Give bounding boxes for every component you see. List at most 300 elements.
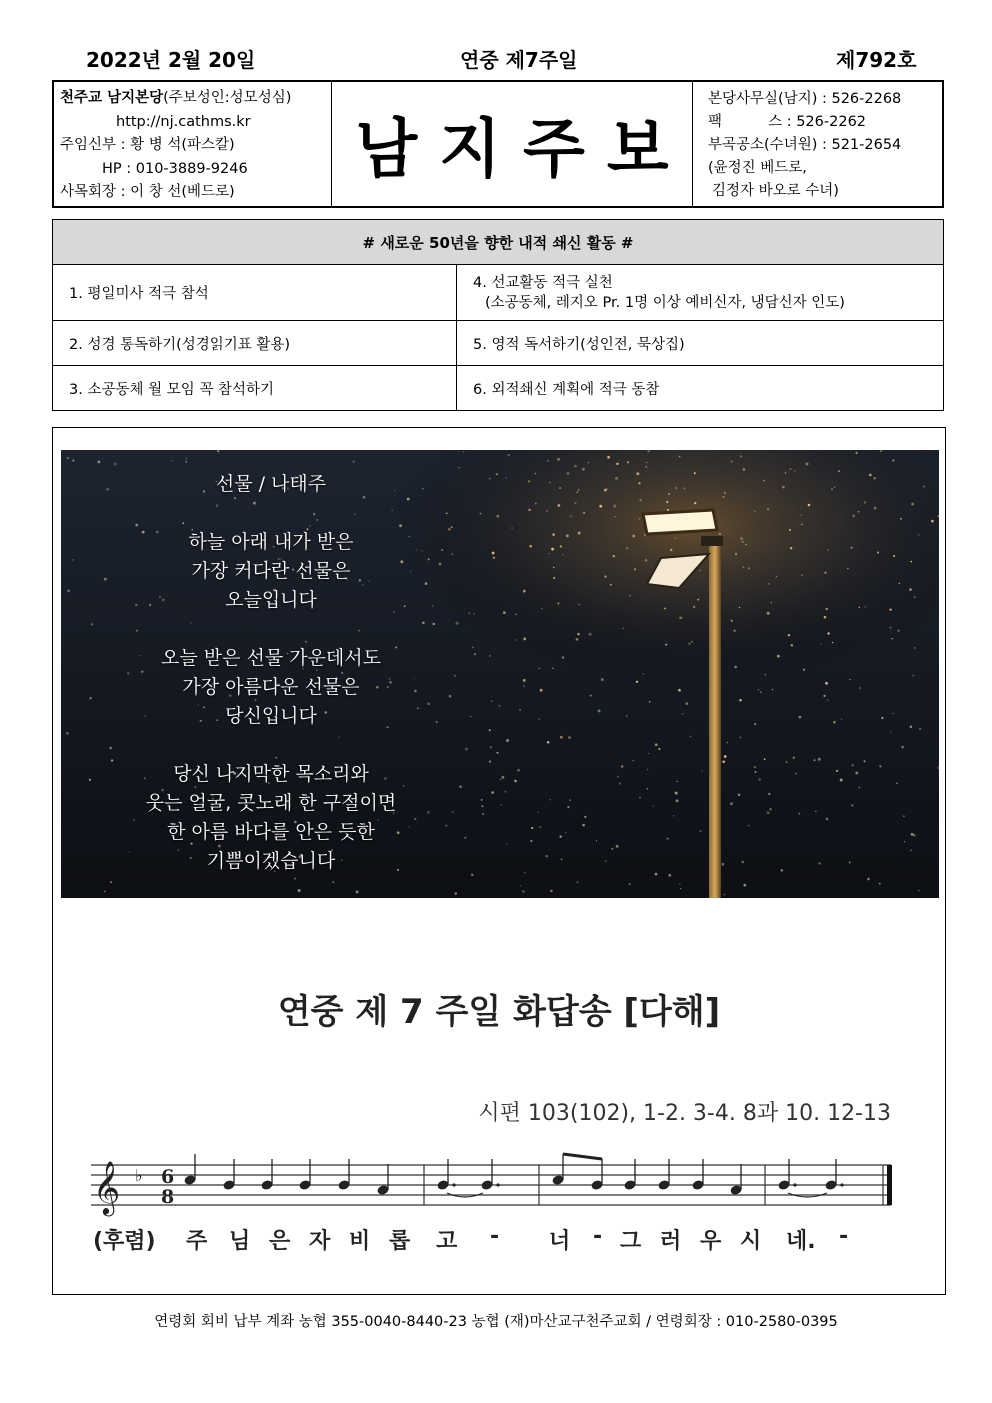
speck xyxy=(859,607,861,609)
speck xyxy=(643,673,644,674)
speck xyxy=(522,890,525,893)
speck xyxy=(489,760,492,763)
speck xyxy=(606,488,608,490)
note-dot xyxy=(496,1183,499,1186)
speck xyxy=(541,608,542,609)
speck xyxy=(489,655,490,656)
activity-5: 5. 영적 독서하기(성인전, 묵상집) xyxy=(457,321,944,366)
poem-line: 한 아름 바다를 안은 듯한 xyxy=(167,821,375,843)
speck xyxy=(702,770,703,771)
speck xyxy=(598,709,601,712)
speck xyxy=(743,884,746,887)
speck xyxy=(722,863,725,866)
speck xyxy=(503,611,506,614)
speck xyxy=(678,689,681,692)
speck xyxy=(567,472,570,475)
lamp-pole xyxy=(709,540,721,898)
parish-name: 천주교 남지본당 xyxy=(60,90,164,106)
speck xyxy=(777,655,780,658)
speck xyxy=(506,844,507,845)
speck xyxy=(560,545,562,547)
parish-website[interactable]: http://nj.cathms.kr xyxy=(116,113,251,130)
speck xyxy=(549,799,551,801)
speck xyxy=(589,633,592,636)
speck xyxy=(186,458,187,459)
speck xyxy=(923,486,925,488)
flat-icon: ♭ xyxy=(135,1166,143,1185)
renewal-activities-table xyxy=(52,219,944,411)
lyric-syllable: 롭 xyxy=(389,1229,411,1254)
speck xyxy=(528,480,530,482)
speck xyxy=(566,534,569,537)
speck xyxy=(666,501,668,503)
poem-line: 가장 아름다운 선물은 xyxy=(182,676,360,698)
lyric-syllable: 러 xyxy=(660,1229,682,1254)
speck xyxy=(824,616,827,619)
speck xyxy=(851,547,853,549)
speck xyxy=(801,515,802,516)
speck xyxy=(646,462,647,463)
speck xyxy=(755,511,756,512)
speck xyxy=(645,559,647,561)
beam xyxy=(563,1154,602,1159)
speck xyxy=(506,739,509,742)
patron-saint: (주보성인:성모성심) xyxy=(163,90,292,106)
speck xyxy=(451,526,453,528)
liturgical-week: 연중 제7주일 xyxy=(460,48,578,72)
speck xyxy=(739,607,740,608)
speck xyxy=(511,527,513,529)
speck xyxy=(498,705,500,707)
speck xyxy=(629,595,631,597)
speck xyxy=(801,574,803,576)
footer-account-info: 연령회 회비 납부 계좌 농협 355-0040-8440-23 농협 (재)마산교구천주교회 / 연령회장 : 010-2580-0395 xyxy=(154,1314,838,1330)
speck xyxy=(559,835,562,838)
speck xyxy=(449,695,452,698)
speck xyxy=(473,613,474,614)
speck xyxy=(903,815,905,817)
speck xyxy=(735,553,737,555)
speck xyxy=(560,736,563,739)
psalm-title: 연중 제 7 주일 화답송 [다해] xyxy=(277,992,721,1032)
speck xyxy=(294,878,296,880)
speck xyxy=(604,575,607,578)
speck xyxy=(694,472,696,474)
speck xyxy=(918,534,920,536)
speck xyxy=(767,811,770,814)
speck xyxy=(667,838,669,840)
speck xyxy=(452,811,454,813)
poem-line: 하늘 아래 내가 받은 xyxy=(188,531,354,553)
speck xyxy=(873,477,876,480)
speck xyxy=(474,653,476,655)
speck xyxy=(489,478,491,480)
speck xyxy=(627,461,629,463)
speck xyxy=(540,689,543,692)
speck xyxy=(755,771,757,773)
speck xyxy=(760,691,762,693)
activity-3: 3. 소공동체 월 모임 꼭 참석하기 xyxy=(53,366,457,411)
speck xyxy=(799,716,802,719)
speck xyxy=(611,848,613,850)
speck xyxy=(911,503,914,506)
speck xyxy=(353,461,355,463)
note-dot xyxy=(840,1183,843,1186)
speck xyxy=(549,482,551,484)
speck xyxy=(897,630,899,632)
speck xyxy=(539,826,541,828)
speck xyxy=(723,496,725,498)
speck xyxy=(464,837,466,839)
contact-info xyxy=(692,82,942,206)
speck xyxy=(89,779,91,781)
speck xyxy=(694,502,696,504)
speck xyxy=(719,533,721,535)
speck xyxy=(104,891,105,892)
speck xyxy=(535,503,537,505)
speck xyxy=(782,486,785,489)
speck xyxy=(910,725,913,728)
speck xyxy=(550,890,553,893)
speck xyxy=(579,604,580,605)
speck xyxy=(767,508,769,510)
masthead-box xyxy=(332,82,693,206)
speck xyxy=(647,769,649,771)
speck xyxy=(445,825,447,827)
speck xyxy=(538,668,539,669)
speck xyxy=(577,491,578,492)
speck xyxy=(500,804,501,805)
speck xyxy=(493,557,495,559)
speck xyxy=(468,612,470,614)
speck xyxy=(172,460,173,461)
speck xyxy=(679,456,681,458)
speck xyxy=(492,552,495,555)
speck xyxy=(731,620,733,622)
lyric-syllable: 주 xyxy=(186,1229,208,1254)
speck xyxy=(676,799,679,802)
speck xyxy=(547,460,549,462)
treble-clef-icon: 𝄞 xyxy=(93,1160,121,1214)
speck xyxy=(899,583,900,584)
speck xyxy=(795,773,796,774)
speck xyxy=(632,535,635,538)
speck xyxy=(668,874,671,877)
speck xyxy=(562,656,564,658)
speck xyxy=(491,700,493,702)
speck xyxy=(584,816,586,818)
speck xyxy=(673,815,675,817)
speck xyxy=(639,518,641,520)
speck xyxy=(827,699,828,700)
speck xyxy=(577,881,579,883)
speck xyxy=(552,668,553,669)
content-panel xyxy=(52,427,946,1295)
speck xyxy=(869,474,872,477)
lyric-syllable: 시 xyxy=(740,1229,762,1254)
speck xyxy=(568,736,571,739)
speck xyxy=(818,758,821,761)
speck xyxy=(682,713,684,715)
speck xyxy=(912,675,914,677)
speck xyxy=(454,675,456,677)
speck xyxy=(785,761,787,763)
speck xyxy=(615,477,618,480)
speck xyxy=(740,455,742,457)
speck xyxy=(490,746,492,748)
poem-stanza-3 xyxy=(101,760,441,876)
speck xyxy=(616,845,619,848)
speck xyxy=(745,544,746,545)
speck xyxy=(561,858,563,860)
speck xyxy=(847,568,848,569)
renewal-heading: # 새로운 50년을 향한 내적 쇄신 활동 # xyxy=(53,220,944,265)
poem-line: 가장 커다란 선물은 xyxy=(191,560,351,582)
speck xyxy=(890,731,891,732)
speck xyxy=(649,701,651,703)
bulletin-header xyxy=(52,80,944,208)
speck xyxy=(451,553,453,555)
poem-line: 당신 나지막한 목소리와 xyxy=(173,763,369,785)
speck xyxy=(463,451,464,452)
speck xyxy=(523,637,526,640)
issue-date: 2022년 2월 20일 xyxy=(86,48,256,72)
speck xyxy=(562,554,563,555)
speck xyxy=(519,709,521,711)
speck xyxy=(548,553,549,554)
speck xyxy=(514,780,517,783)
speck xyxy=(523,679,526,682)
speck xyxy=(697,599,699,601)
speck xyxy=(448,528,451,531)
activity-6: 6. 외적쇄신 계획에 적극 동참 xyxy=(457,366,944,411)
speck xyxy=(740,537,743,540)
psalm-reference: 시편 103(102), 1-2. 3-4. 8과 10. 12-13 xyxy=(478,1101,891,1126)
speck xyxy=(867,878,870,881)
speck xyxy=(799,813,801,815)
lyric-syllable: - xyxy=(593,1224,603,1249)
speck xyxy=(653,805,654,806)
speck xyxy=(855,452,857,454)
time-signature-top: 6 xyxy=(161,1166,175,1188)
speck xyxy=(733,630,735,632)
fax-number: 팩 스 : 526-2262 xyxy=(708,114,867,130)
speck xyxy=(838,470,840,472)
speck xyxy=(622,628,624,630)
speck xyxy=(471,874,473,876)
speck xyxy=(851,764,853,766)
speck xyxy=(636,681,638,683)
speck xyxy=(855,772,858,775)
speck xyxy=(535,473,536,474)
speck xyxy=(801,524,803,526)
speck xyxy=(614,516,616,518)
speck xyxy=(900,518,902,520)
speck xyxy=(759,778,761,780)
nuns-names-2: 김정자 바오로 수녀) xyxy=(712,183,839,199)
speck xyxy=(480,513,482,515)
note-dot xyxy=(452,1183,455,1186)
speck xyxy=(601,678,604,681)
speck xyxy=(578,489,580,491)
speck xyxy=(481,799,483,801)
speck xyxy=(815,811,816,812)
speck xyxy=(901,746,904,749)
speck xyxy=(826,608,828,610)
speck xyxy=(879,883,881,885)
speck xyxy=(699,570,701,572)
speck xyxy=(781,869,783,871)
speck xyxy=(574,465,577,468)
speck xyxy=(576,638,579,641)
speck xyxy=(507,454,509,456)
speck xyxy=(523,685,525,687)
speck xyxy=(676,781,677,782)
speck xyxy=(793,756,795,758)
poem-line: 웃는 얼굴, 콧노래 한 구절이면 xyxy=(145,792,397,814)
poem-line: 당신입니다 xyxy=(225,705,317,727)
speck xyxy=(790,547,792,549)
speck xyxy=(446,512,448,514)
parish-info xyxy=(54,82,332,206)
music-staff xyxy=(91,1151,901,1221)
mission-phone: 부곡공소(수녀원) : 521-2654 xyxy=(708,137,902,153)
speck xyxy=(610,584,612,586)
speck xyxy=(489,729,491,731)
speck xyxy=(613,555,615,557)
speck xyxy=(693,606,695,608)
speck xyxy=(918,890,919,891)
poem-line: 오늘입니다 xyxy=(225,589,317,611)
speck xyxy=(520,885,521,886)
speck xyxy=(858,787,860,789)
speck xyxy=(818,862,820,864)
speck xyxy=(517,769,520,772)
speck xyxy=(852,514,855,517)
speck xyxy=(743,468,746,471)
speck xyxy=(680,888,681,889)
speck xyxy=(553,577,555,579)
speck xyxy=(724,755,727,758)
speck xyxy=(833,721,836,724)
speck xyxy=(767,612,770,615)
speck xyxy=(931,520,934,523)
council-chair: 사목회장 : 이 창 선(베드로) xyxy=(60,184,235,200)
speck xyxy=(914,647,916,649)
poem-title: 선물 / 나태주 xyxy=(215,473,327,495)
speck xyxy=(110,881,112,883)
speck xyxy=(889,609,891,611)
speck xyxy=(185,461,187,463)
speck xyxy=(529,545,532,548)
poem-line: 오늘 받은 선물 가운데서도 xyxy=(160,647,381,669)
speck xyxy=(621,765,624,768)
poem-line: 기쁨이겠습니다 xyxy=(206,850,336,872)
speck xyxy=(66,732,69,735)
speck xyxy=(570,516,572,518)
speck xyxy=(655,873,658,876)
speck xyxy=(881,717,883,719)
speck xyxy=(727,742,729,744)
activity-4 xyxy=(457,265,944,321)
speck xyxy=(874,507,877,510)
speck xyxy=(664,607,666,609)
speck xyxy=(776,576,778,578)
speck xyxy=(578,532,581,535)
speck xyxy=(911,833,914,836)
speck xyxy=(836,770,838,772)
speck xyxy=(667,509,669,511)
speck xyxy=(690,735,692,737)
speck xyxy=(820,643,821,644)
speck xyxy=(496,752,498,754)
speck xyxy=(557,602,559,604)
speck xyxy=(748,567,750,569)
speck xyxy=(739,736,741,738)
speck xyxy=(679,616,682,619)
speck xyxy=(840,779,843,782)
speck xyxy=(551,548,554,551)
speck xyxy=(465,748,468,751)
speck xyxy=(582,824,585,827)
speck xyxy=(629,883,631,885)
speck xyxy=(481,805,483,807)
speck xyxy=(668,493,670,495)
speck xyxy=(742,541,744,543)
activity-2: 2. 성경 통독하기(성경읽기표 활용) xyxy=(53,321,457,366)
speck xyxy=(577,633,580,636)
speck xyxy=(803,669,805,671)
speck xyxy=(470,716,472,718)
speck xyxy=(617,776,619,778)
speck xyxy=(582,468,585,471)
speck xyxy=(537,812,538,813)
speck xyxy=(831,488,833,490)
speck xyxy=(458,467,459,468)
speck xyxy=(827,632,830,635)
speck xyxy=(559,487,561,489)
speck xyxy=(893,555,895,557)
speck xyxy=(910,561,912,563)
speck xyxy=(523,590,526,593)
speck xyxy=(647,788,649,790)
speck xyxy=(724,492,726,494)
speck xyxy=(914,597,915,598)
speck xyxy=(67,590,70,593)
speck xyxy=(741,861,744,864)
speck xyxy=(754,766,756,768)
speck xyxy=(516,639,517,640)
speck xyxy=(879,765,882,768)
speck xyxy=(114,463,117,466)
speck xyxy=(772,689,774,691)
speck xyxy=(658,748,660,750)
speck xyxy=(619,782,621,784)
speck xyxy=(877,552,879,554)
speck xyxy=(441,549,443,551)
speck xyxy=(738,794,740,796)
activity-4-detail: (소공동체, 레지오 Pr. 1명 이상 예비신자, 냉담신자 인도) xyxy=(485,294,845,311)
lyric-syllable: 네. xyxy=(786,1229,816,1254)
speck xyxy=(735,666,737,668)
speck xyxy=(827,549,829,551)
issue-number: 제792호 xyxy=(836,48,917,72)
speck xyxy=(626,715,628,717)
speck xyxy=(472,647,473,648)
speck xyxy=(616,463,618,465)
speck xyxy=(72,459,74,461)
speck xyxy=(892,459,894,461)
